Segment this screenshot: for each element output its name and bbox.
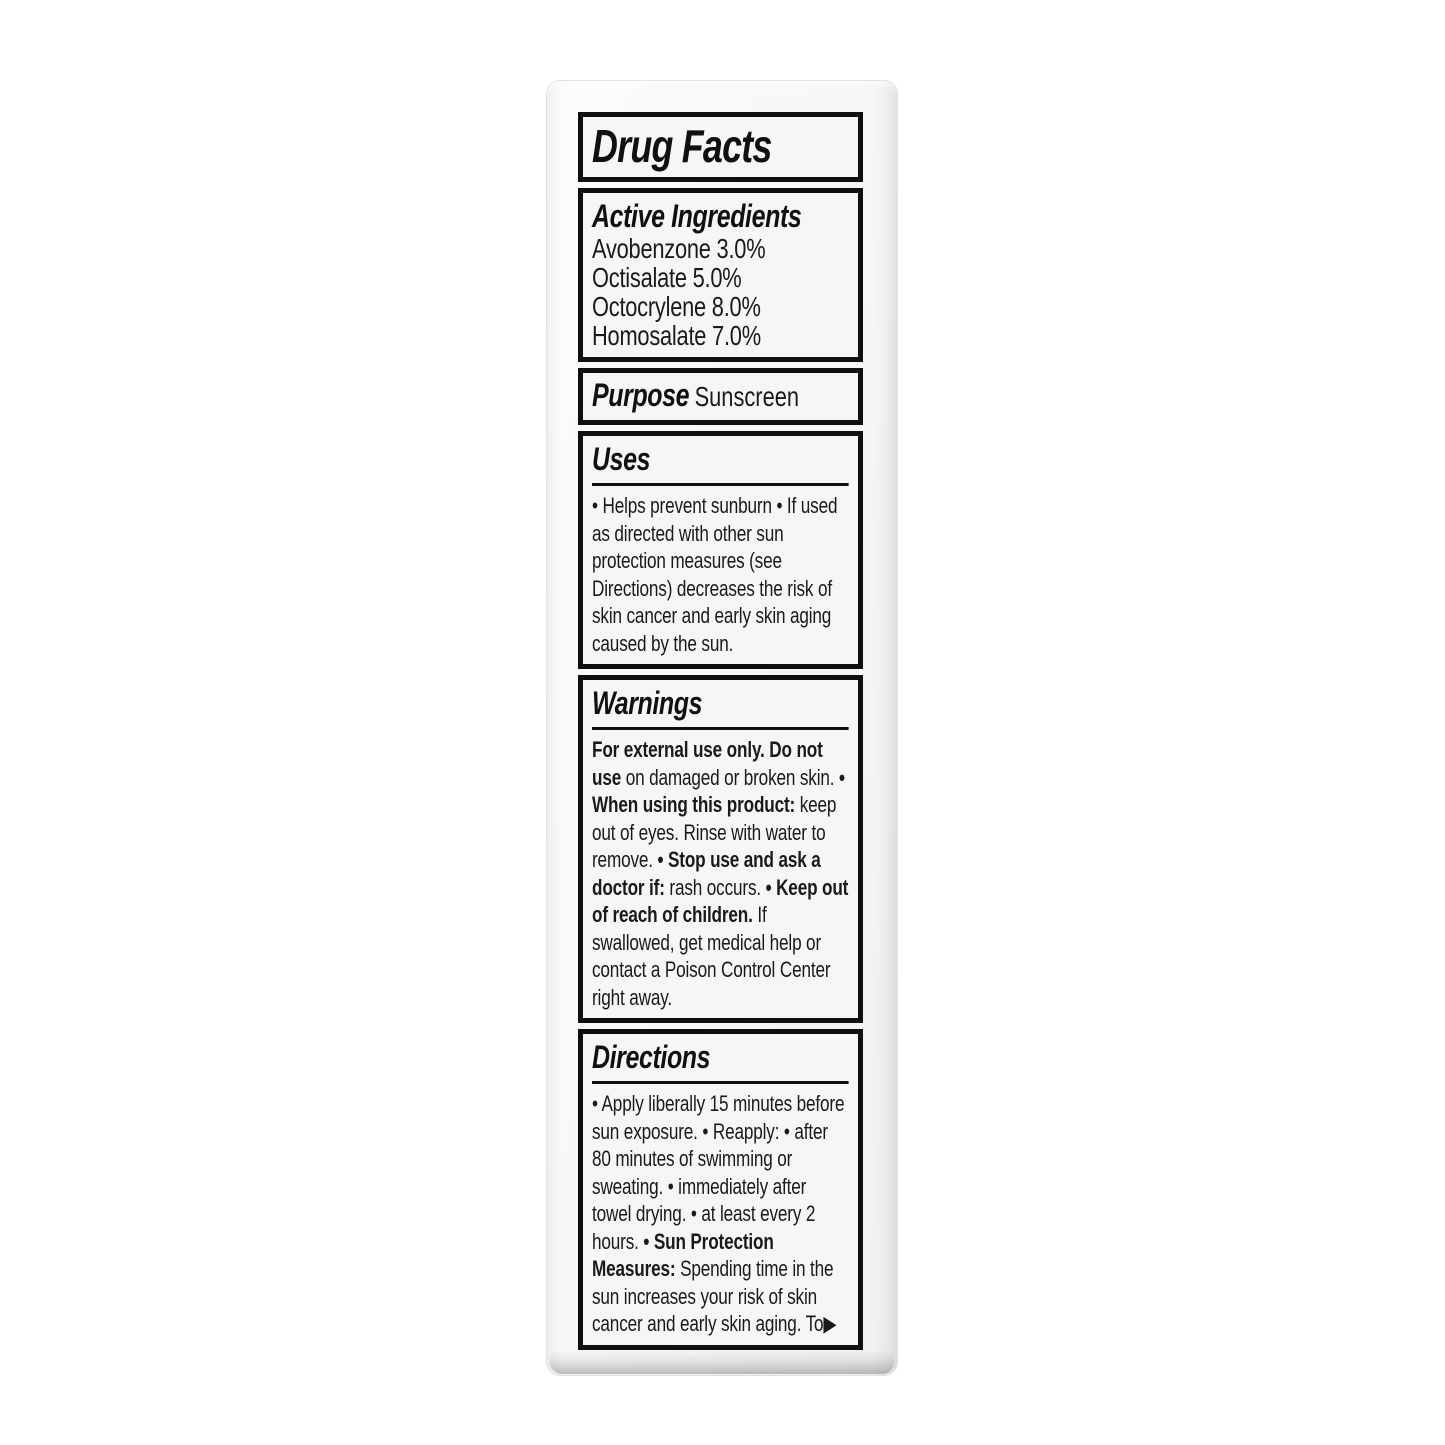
directions-body	[592, 1090, 849, 1338]
active-ingredients-list	[592, 234, 849, 350]
warnings-section	[578, 675, 863, 1023]
active-ingredients-section	[578, 188, 863, 362]
ingredient-item: Octisalate 5.0%	[592, 262, 742, 293]
purpose-section	[578, 368, 863, 425]
purpose-value: Sunscreen	[694, 381, 800, 412]
text-run: • Apply liberally 15 minutes before sun exposure. • Reapply: • after 80 minutes of swimming or sweating. • immediately after towel drying. • at least every 2 hours.	[592, 1091, 845, 1254]
text-run: on damaged or broken skin.	[621, 764, 840, 790]
ingredient-item: Avobenzone 3.0%	[592, 233, 766, 264]
text-run: If swallowed, get medical help or contact a Poison Control Center right away.	[592, 902, 831, 1010]
purpose-heading: Purpose	[592, 377, 690, 413]
active-ingredients-heading: Active Ingredients	[592, 198, 802, 234]
text-run: rash occurs.	[664, 874, 766, 900]
text-run: • Keep out of reach of children.	[592, 874, 849, 927]
ingredient-item: Homosalate 7.0%	[592, 320, 761, 351]
ingredient-item: Octocrylene 8.0%	[592, 291, 761, 322]
uses-heading: Uses	[592, 441, 849, 486]
directions-section	[578, 1029, 863, 1350]
text-run: keep out of eyes. Rinse with water to remove.	[592, 792, 837, 872]
text-run: • Stop use and ask a doctor if:	[592, 847, 821, 900]
uses-section	[578, 431, 863, 669]
warnings-heading: Warnings	[592, 685, 849, 730]
box-bottom-bevel	[550, 1350, 894, 1374]
uses-body	[592, 492, 849, 657]
warnings-body	[592, 736, 849, 1011]
directions-heading: Directions	[592, 1039, 849, 1084]
text-run: • Helps prevent sunburn • If used as directed with other sun protection measures (see Directions) decreases the risk of skin cancer and early skin aging caused by the sun.	[592, 493, 838, 656]
text-run: • Sun Protection Measures:	[592, 1228, 774, 1281]
text-run: Spending time in the sun increases your risk of skin cancer and early skin aging. To	[592, 1256, 834, 1336]
drug-facts-title: Drug Facts	[592, 120, 772, 172]
text-run: • When using this product:	[592, 764, 845, 817]
text-run: For external use only. Do not use	[592, 737, 823, 790]
continuation-arrow-icon: ▶	[823, 1311, 837, 1336]
sunscreen-box-back-panel	[546, 80, 898, 1376]
drug-facts-panel	[578, 112, 863, 1350]
drug-facts-title-box	[578, 112, 863, 182]
